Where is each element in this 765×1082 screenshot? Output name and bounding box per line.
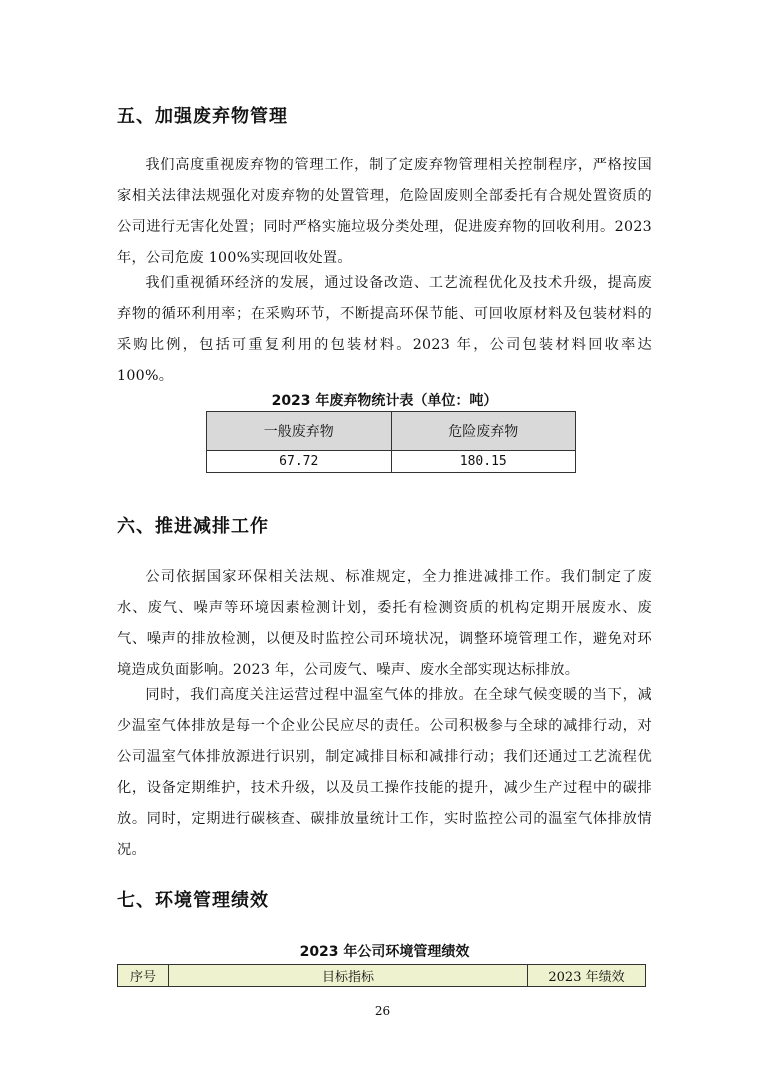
- waste-table-header-hazardous: 危险废弃物: [391, 412, 576, 451]
- waste-table-value-general: 67.72: [207, 451, 392, 473]
- section-heading-emissions: 六、推进减排工作: [117, 516, 269, 537]
- paragraph-circular-economy: 我们重视循环经济的发展，通过设备改造、工艺流程优化及技术升级，提高废弃物的循环利用率；在采购环节，不断提高环保节能、可回收原材料及包装材料的采购比例，包括可重复利用的包装材料。2023 年，公司包装材料回收率达 100%。: [117, 275, 652, 384]
- waste-table-header-general: 一般废弃物: [207, 412, 392, 451]
- waste-table-value-hazardous: 180.15: [391, 451, 576, 473]
- paragraph-waste-management: 我们高度重视废弃物的管理工作，制了定废弃物管理相关控制程序，严格按国家相关法律法规强化对废弃物的处置管理，危险固废则全部委托有合规处置资质的公司进行无害化处置；同时严格实施垃圾分类处理，促进废弃物的回收利用。2023 年，公司危废 100%实现回收处置。: [117, 157, 652, 266]
- page-number: 26: [374, 1004, 391, 1018]
- paragraph-emission-reduction: 公司依据国家环保相关法规、标准规定，全力推进减排工作。我们制定了废水、废气、噪声等环境因素检测计划，委托有检测资质的机构定期开展废水、废气、噪声的排放检测，以便及时监控公司环境状况，调整环境管理工作，避免对环境造成负面影响。2023 年，公司废气、噪声、废水全部实现达标排放。: [117, 569, 652, 678]
- performance-table-header-target: 目标指标: [169, 965, 528, 987]
- waste-table: [206, 411, 576, 473]
- performance-table-header-row: [118, 965, 646, 987]
- waste-table-header-row: [207, 412, 576, 451]
- performance-table-header-result: 2023 年绩效: [528, 965, 646, 987]
- section-heading-performance: 七、环境管理绩效: [117, 890, 269, 911]
- waste-table-caption: 2023 年废弃物统计表（单位：吨）: [271, 393, 498, 409]
- section-heading-waste: 五、加强废弃物管理: [117, 106, 288, 127]
- waste-table-value-row: [207, 451, 576, 473]
- paragraph-greenhouse-gas: 同时，我们高度关注运营过程中温室气体的排放。在全球气候变暖的当下，减少温室气体排放是每一个企业公民应尽的责任。公司积极参与全球的减排行动，对公司温室气体排放源进行识别，制定减排目标和减排行动；我们还通过工艺流程优化，设备定期维护，技术升级，以及员工操作技能的提升，减少生产过程中的碳排放。同时，定期进行碳核查、碳排放量统计工作，实时监控公司的温室气体排放情况。: [117, 687, 652, 858]
- performance-table-caption: 2023 年公司环境管理绩效: [299, 944, 470, 960]
- performance-table-header-index: 序号: [118, 965, 169, 987]
- performance-table: [117, 964, 646, 987]
